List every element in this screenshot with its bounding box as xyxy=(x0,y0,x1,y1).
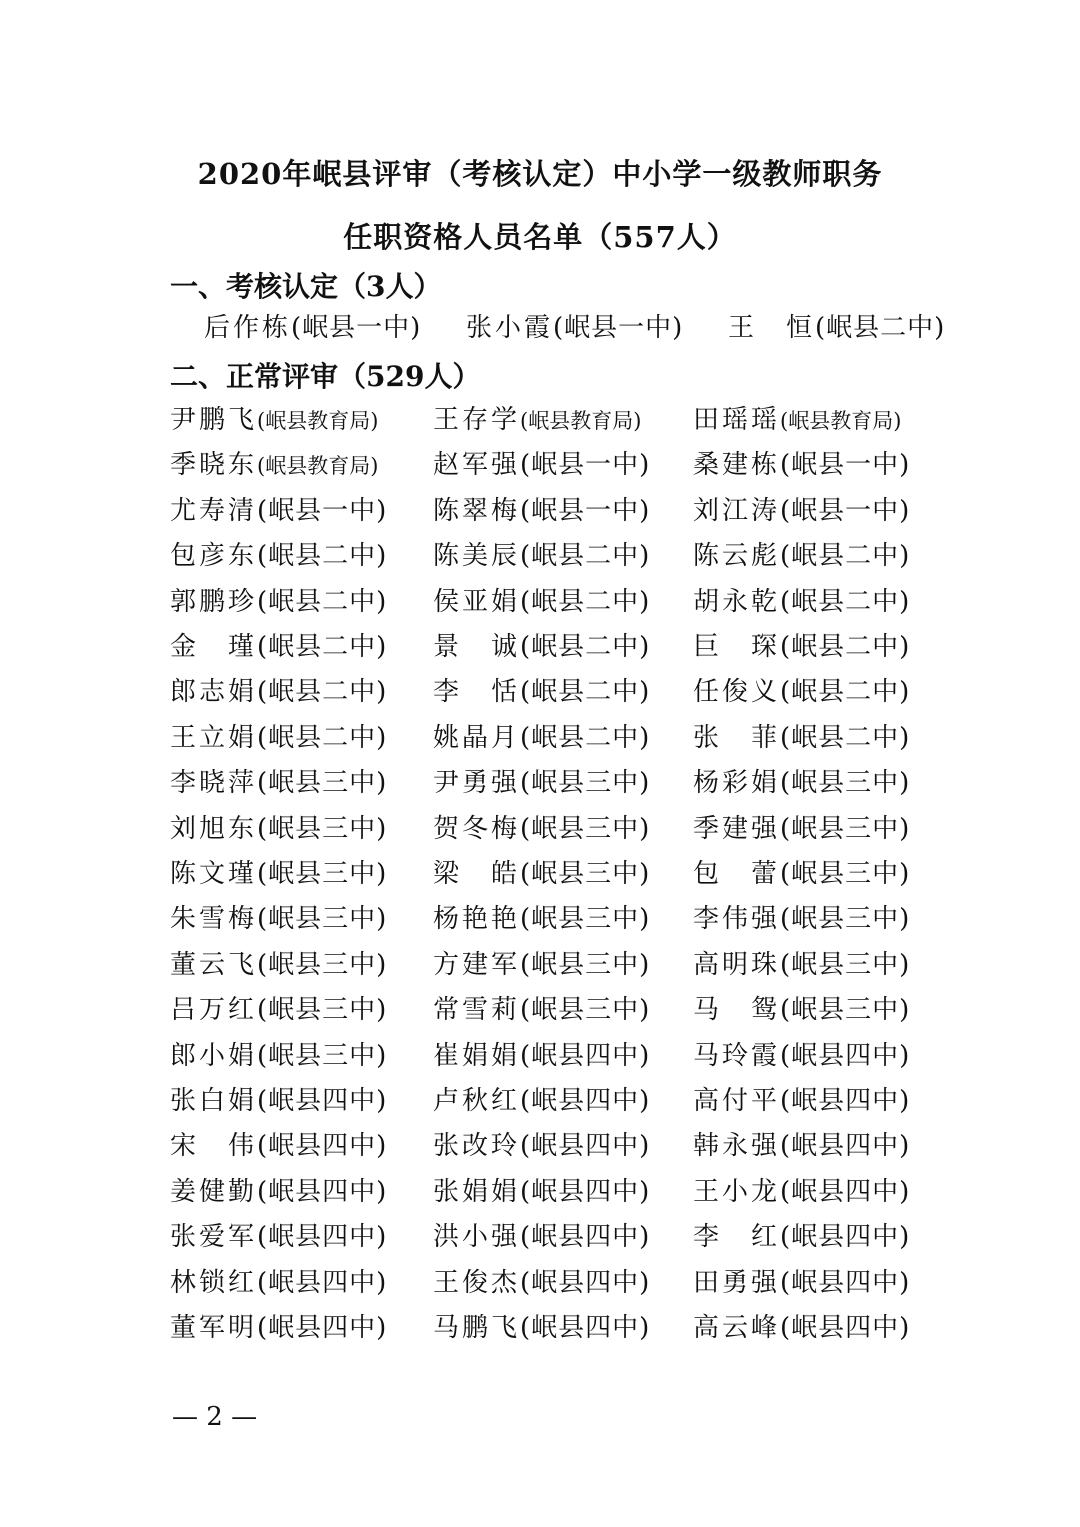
person-name: 金 瑾 xyxy=(170,632,258,662)
list-item xyxy=(433,945,650,985)
table-row xyxy=(0,718,1080,758)
person-unit: (岷县三中) xyxy=(520,813,651,844)
person-name: 马玲霞 xyxy=(693,1040,781,1071)
person-name: 王俊杰 xyxy=(433,1267,521,1298)
person-unit: (岷县四中) xyxy=(257,1222,388,1253)
list-item xyxy=(170,400,378,441)
list-item xyxy=(170,536,387,576)
list-item xyxy=(433,536,650,576)
person-unit: (岷县二中) xyxy=(257,677,388,708)
person-unit: (岷县二中) xyxy=(257,632,388,662)
person-name: 陈云彪 xyxy=(693,541,781,572)
list-item xyxy=(693,1172,910,1212)
list-item xyxy=(693,1036,910,1076)
list-item xyxy=(693,491,910,531)
person-unit: (岷县一中) xyxy=(520,450,651,481)
person-name: 王存学 xyxy=(433,405,521,435)
person-unit: (岷县三中) xyxy=(780,768,911,799)
list-item xyxy=(433,672,650,712)
table-row xyxy=(0,763,1080,803)
list-item xyxy=(170,445,378,486)
table-row xyxy=(0,491,1080,531)
person-unit: (岷县三中) xyxy=(520,949,651,980)
person-name: 郎志娟 xyxy=(170,677,258,708)
person-unit: (岷县四中) xyxy=(257,1313,388,1343)
list-item xyxy=(728,308,945,348)
person-unit: (岷县四中) xyxy=(780,1176,911,1207)
list-item xyxy=(433,763,650,803)
person-name: 姜健勤 xyxy=(170,1176,258,1207)
person-unit: (岷县二中) xyxy=(780,541,911,572)
list-item xyxy=(433,1126,650,1166)
list-item xyxy=(693,1081,910,1121)
table-row xyxy=(0,809,1080,849)
document-title-line-2: 任职资格人员名单（557人） xyxy=(343,220,737,254)
person-name: 包 蕾 xyxy=(693,859,781,889)
person-name: 王立娟 xyxy=(170,722,258,753)
person-unit: (岷县一中) xyxy=(780,450,911,481)
person-name: 郭鹏珍 xyxy=(170,586,258,617)
person-unit: (岷县三中) xyxy=(257,1040,388,1071)
table-row xyxy=(0,1172,1080,1212)
list-item xyxy=(693,1263,910,1303)
list-item xyxy=(433,718,650,758)
person-unit: (岷县四中) xyxy=(780,1131,911,1162)
list-item xyxy=(693,1217,910,1257)
person-unit: (岷县四中) xyxy=(257,1176,388,1207)
list-item xyxy=(693,763,910,803)
list-item xyxy=(693,854,910,894)
person-unit: (岷县三中) xyxy=(257,768,388,799)
person-name: 尹鹏飞 xyxy=(170,405,258,435)
table-row xyxy=(0,536,1080,576)
list-item xyxy=(170,945,387,985)
list-item xyxy=(433,491,650,531)
person-unit: (岷县三中) xyxy=(780,813,911,844)
person-name: 张小霞 xyxy=(466,313,554,343)
person-name: 巨 琛 xyxy=(693,632,781,662)
person-unit: (岷县教育局) xyxy=(257,409,379,433)
list-item xyxy=(433,627,650,667)
person-name: 吕万红 xyxy=(170,995,258,1026)
person-name: 高付平 xyxy=(693,1086,781,1116)
section-heading-assessment: 一、考核认定（3人） xyxy=(170,270,442,303)
person-unit: (岷县三中) xyxy=(257,904,388,935)
table-row xyxy=(0,945,1080,985)
person-name: 田勇强 xyxy=(693,1267,781,1298)
person-unit: (岷县三中) xyxy=(257,813,388,844)
list-item xyxy=(204,308,421,348)
person-unit: (岷县教育局) xyxy=(257,454,379,479)
person-name: 马鹏飞 xyxy=(433,1313,521,1343)
person-name: 李 恬 xyxy=(433,677,521,708)
person-name: 陈美辰 xyxy=(433,541,521,572)
person-unit: (岷县二中) xyxy=(780,586,911,617)
list-item xyxy=(433,1308,650,1348)
list-item xyxy=(693,582,910,622)
person-name: 高云峰 xyxy=(693,1313,781,1343)
table-row xyxy=(0,1217,1080,1257)
person-unit: (岷县二中) xyxy=(257,586,388,617)
person-unit: (岷县四中) xyxy=(520,1086,651,1116)
list-item xyxy=(693,718,910,758)
person-name: 常雪莉 xyxy=(433,995,521,1026)
table-row xyxy=(0,672,1080,712)
person-unit: (岷县一中) xyxy=(520,495,651,526)
person-unit: (岷县四中) xyxy=(257,1086,388,1116)
person-name: 朱雪梅 xyxy=(170,904,258,935)
person-name: 侯亚娟 xyxy=(433,586,521,617)
list-item xyxy=(693,445,910,485)
person-name: 杨彩娟 xyxy=(693,768,781,799)
person-unit: (岷县三中) xyxy=(520,995,651,1026)
person-name: 张爱军 xyxy=(170,1222,258,1253)
person-unit: (岷县三中) xyxy=(780,904,911,935)
person-unit: (岷县四中) xyxy=(520,1222,651,1253)
person-name: 方建军 xyxy=(433,949,521,980)
person-unit: (岷县三中) xyxy=(257,949,388,980)
person-name: 尹勇强 xyxy=(433,768,521,799)
person-unit: (岷县三中) xyxy=(520,904,651,935)
person-unit: (岷县二中) xyxy=(815,313,946,343)
list-item xyxy=(170,1081,387,1121)
person-unit: (岷县二中) xyxy=(780,632,911,662)
list-item xyxy=(433,1036,650,1076)
list-item xyxy=(170,1263,387,1303)
person-name: 董军明 xyxy=(170,1313,258,1343)
person-unit: (岷县二中) xyxy=(520,722,651,753)
person-name: 董云飞 xyxy=(170,949,258,980)
list-item xyxy=(170,854,387,894)
person-unit: (岷县二中) xyxy=(780,722,911,753)
person-name: 任俊义 xyxy=(693,677,781,708)
person-name: 陈翠梅 xyxy=(433,495,521,526)
person-name: 杨艳艳 xyxy=(433,904,521,935)
person-unit: (岷县三中) xyxy=(257,995,388,1026)
person-unit: (岷县四中) xyxy=(257,1131,388,1162)
person-unit: (岷县三中) xyxy=(257,859,388,889)
person-unit: (岷县二中) xyxy=(257,541,388,572)
person-name: 刘旭东 xyxy=(170,813,258,844)
list-item xyxy=(693,1126,910,1166)
person-unit: (岷县教育局) xyxy=(780,409,902,433)
person-unit: (岷县三中) xyxy=(780,995,911,1026)
person-name: 梁 皓 xyxy=(433,859,521,889)
person-unit: (岷县二中) xyxy=(520,586,651,617)
person-name: 张娟娟 xyxy=(433,1176,521,1207)
person-unit: (岷县四中) xyxy=(520,1267,651,1298)
list-item xyxy=(693,1308,910,1348)
person-unit: (岷县四中) xyxy=(780,1267,911,1298)
person-unit: (岷县二中) xyxy=(520,541,651,572)
person-name: 宋 伟 xyxy=(170,1131,258,1162)
list-item xyxy=(170,1126,387,1166)
table-row xyxy=(0,1263,1080,1303)
person-unit: (岷县三中) xyxy=(780,949,911,980)
list-item xyxy=(170,1217,387,1257)
list-item xyxy=(170,1036,387,1076)
list-item xyxy=(693,672,910,712)
person-name: 胡永乾 xyxy=(693,586,781,617)
person-name: 刘江涛 xyxy=(693,495,781,526)
person-name: 张 菲 xyxy=(693,722,781,753)
person-name: 高明珠 xyxy=(693,949,781,980)
list-item xyxy=(170,763,387,803)
list-item xyxy=(693,945,910,985)
table-row xyxy=(0,854,1080,894)
table-row xyxy=(0,445,1080,485)
list-item xyxy=(433,400,641,441)
list-item xyxy=(170,1308,387,1348)
table-row xyxy=(0,400,1080,440)
person-unit: (岷县四中) xyxy=(520,1176,651,1207)
table-row xyxy=(0,1308,1080,1348)
person-name: 王小龙 xyxy=(693,1176,781,1207)
list-item xyxy=(433,582,650,622)
person-unit: (岷县四中) xyxy=(780,1040,911,1071)
person-unit: (岷县一中) xyxy=(553,313,684,343)
section-heading-regular-review: 二、正常评审（529人） xyxy=(170,360,481,393)
list-item xyxy=(170,627,387,667)
person-unit: (岷县三中) xyxy=(520,768,651,799)
list-item xyxy=(433,1217,650,1257)
list-item xyxy=(170,899,387,939)
person-name: 马 鸳 xyxy=(693,995,781,1026)
person-name: 景 诚 xyxy=(433,632,521,662)
assessment-list xyxy=(0,308,1080,348)
list-item xyxy=(433,1081,650,1121)
table-row xyxy=(0,1036,1080,1076)
person-name: 卢秋红 xyxy=(433,1086,521,1116)
list-item xyxy=(693,990,910,1030)
page-number: — 2 — xyxy=(172,1402,258,1432)
person-name: 郎小娟 xyxy=(170,1040,258,1071)
list-item xyxy=(433,809,650,849)
table-row xyxy=(0,990,1080,1030)
table-row xyxy=(0,627,1080,667)
person-name: 田瑶瑶 xyxy=(693,405,781,435)
person-name: 李 红 xyxy=(693,1222,781,1253)
table-row xyxy=(0,1126,1080,1166)
person-unit: (岷县四中) xyxy=(520,1040,651,1071)
person-name: 季晓东 xyxy=(170,450,258,481)
list-item xyxy=(433,445,650,485)
list-item xyxy=(170,718,387,758)
person-unit: (岷县三中) xyxy=(520,859,651,889)
list-item xyxy=(693,627,910,667)
list-item xyxy=(433,854,650,894)
person-unit: (岷县二中) xyxy=(520,677,651,708)
list-item xyxy=(170,491,387,531)
list-item xyxy=(693,536,910,576)
list-item xyxy=(170,990,387,1030)
person-name: 张改玲 xyxy=(433,1131,521,1162)
person-unit: (岷县二中) xyxy=(780,677,911,708)
person-name: 后作栋 xyxy=(204,313,292,343)
person-unit: (岷县四中) xyxy=(780,1222,911,1253)
person-name: 桑建栋 xyxy=(693,450,781,481)
list-item xyxy=(170,582,387,622)
person-name: 包彦东 xyxy=(170,541,258,572)
person-unit: (岷县四中) xyxy=(780,1313,911,1343)
list-item xyxy=(433,990,650,1030)
person-name: 陈文瑾 xyxy=(170,859,258,889)
person-name: 王 恒 xyxy=(728,313,816,343)
table-row xyxy=(0,899,1080,939)
person-name: 季建强 xyxy=(693,813,781,844)
document-title-line-1: 2020年岷县评审（考核认定）中小学一级教师职务 xyxy=(197,157,883,191)
person-name: 赵军强 xyxy=(433,450,521,481)
list-item xyxy=(170,809,387,849)
list-item xyxy=(693,809,910,849)
person-name: 李伟强 xyxy=(693,904,781,935)
person-name: 姚晶月 xyxy=(433,722,521,753)
list-item xyxy=(433,1263,650,1303)
person-name: 李晓萍 xyxy=(170,768,258,799)
table-row xyxy=(0,1081,1080,1121)
person-unit: (岷县四中) xyxy=(520,1313,651,1343)
person-unit: (岷县二中) xyxy=(257,722,388,753)
person-name: 洪小强 xyxy=(433,1222,521,1253)
person-name: 张白娟 xyxy=(170,1086,258,1116)
list-item xyxy=(433,1172,650,1212)
person-unit: (岷县四中) xyxy=(780,1086,911,1116)
person-unit: (岷县一中) xyxy=(291,313,422,343)
table-row xyxy=(0,582,1080,622)
person-name: 尤寿清 xyxy=(170,495,258,526)
person-unit: (岷县二中) xyxy=(520,632,651,662)
person-name: 贺冬梅 xyxy=(433,813,521,844)
person-unit: (岷县四中) xyxy=(257,1267,388,1298)
list-item xyxy=(170,1172,387,1212)
list-item xyxy=(170,672,387,712)
person-unit: (岷县四中) xyxy=(520,1131,651,1162)
person-unit: (岷县三中) xyxy=(780,859,911,889)
person-name: 崔娟娟 xyxy=(433,1040,521,1071)
person-name: 林锁红 xyxy=(170,1267,258,1298)
person-unit: (岷县一中) xyxy=(257,495,388,526)
list-item xyxy=(693,899,910,939)
person-unit: (岷县一中) xyxy=(780,495,911,526)
list-item xyxy=(466,308,683,348)
list-item xyxy=(433,899,650,939)
list-item xyxy=(693,400,901,441)
person-name: 韩永强 xyxy=(693,1131,781,1162)
person-unit: (岷县教育局) xyxy=(520,409,642,433)
